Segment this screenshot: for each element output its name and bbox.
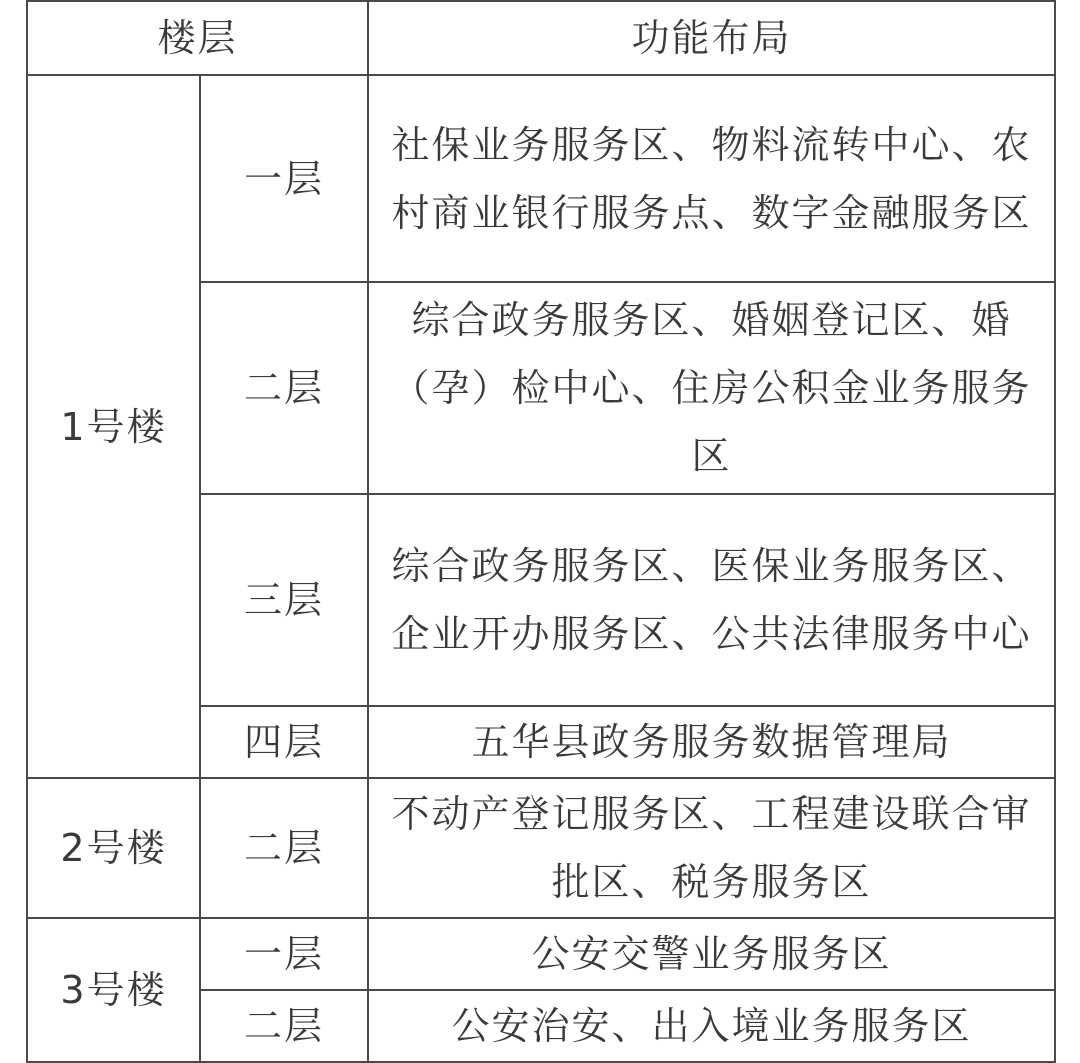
building-cell: 1号楼: [27, 75, 200, 778]
function-cell: 社保业务服务区、物料流转中心、农村商业银行服务点、数字金融服务区: [368, 75, 1055, 282]
floor-cell: 二层: [200, 990, 368, 1062]
header-floor: 楼层: [27, 1, 368, 75]
function-cell: 综合政务服务区、婚姻登记区、婚（孕）检中心、住房公积金业务服务区: [368, 282, 1055, 494]
table-row: [27, 778, 1055, 918]
function-cell: 公安交警业务服务区: [368, 918, 1055, 990]
floor-cell: 四层: [200, 706, 368, 778]
table-header-row: [27, 1, 1055, 75]
floor-cell: 一层: [200, 75, 368, 282]
function-cell: 综合政务服务区、医保业务服务区、企业开办服务区、公共法律服务中心: [368, 494, 1055, 706]
function-cell: 公安治安、出入境业务服务区: [368, 990, 1055, 1062]
building-cell: 2号楼: [27, 778, 200, 918]
building-cell: 3号楼: [27, 918, 200, 1062]
table-row: [27, 918, 1055, 990]
floor-cell: 三层: [200, 494, 368, 706]
table-row: [27, 75, 1055, 282]
function-cell: 五华县政务服务数据管理局: [368, 706, 1055, 778]
floor-layout-table-container: [26, 0, 1054, 1061]
header-function: 功能布局: [368, 1, 1055, 75]
function-cell: 不动产登记服务区、工程建设联合审批区、税务服务区: [368, 778, 1055, 918]
floor-cell: 一层: [200, 918, 368, 990]
floor-cell: 二层: [200, 282, 368, 494]
floor-layout-table: [26, 0, 1056, 1063]
floor-cell: 二层: [200, 778, 368, 918]
